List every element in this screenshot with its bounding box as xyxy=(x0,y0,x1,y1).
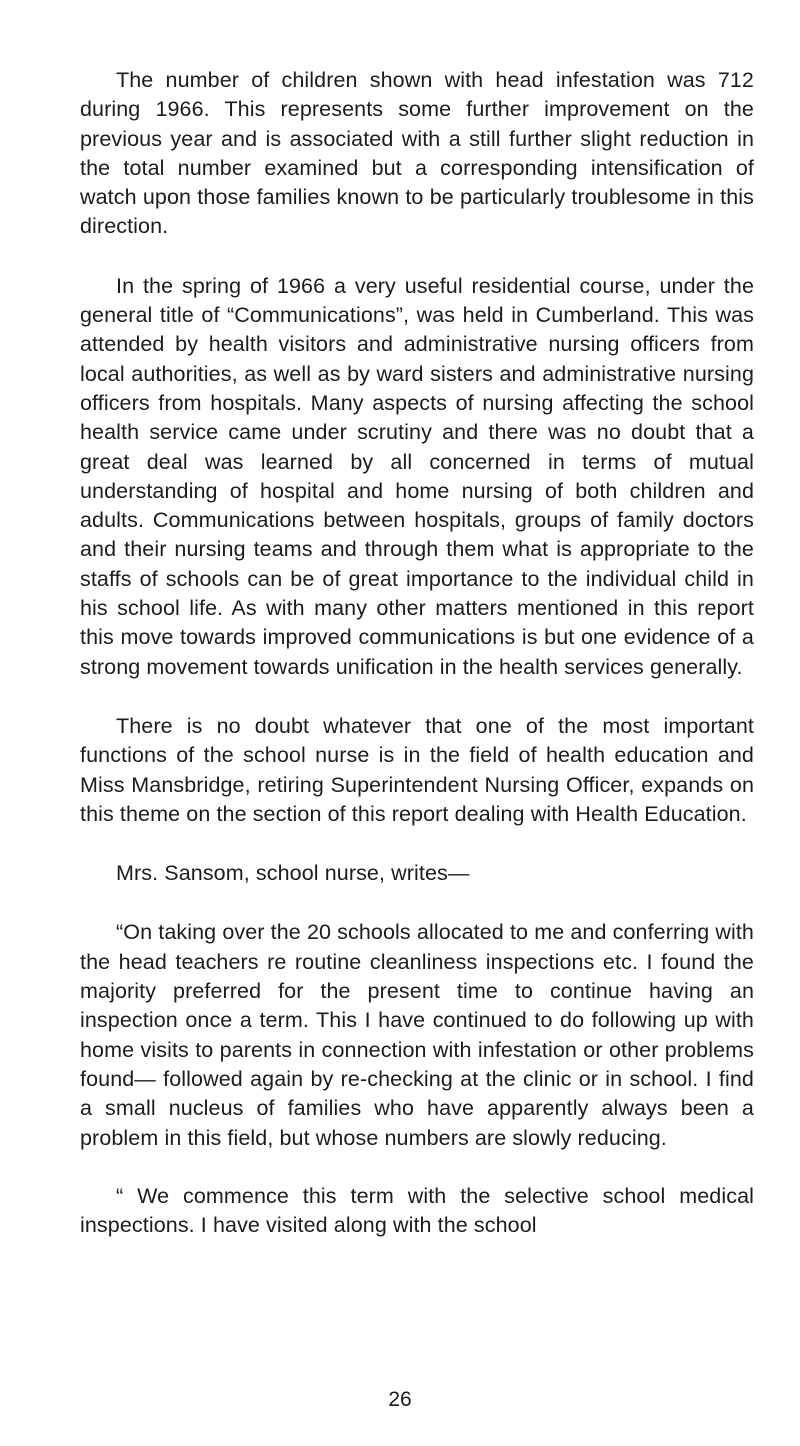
paragraph-quote-selective-inspections: “ We commence this term with the selective school medical inspections. I have visited along with the school xyxy=(80,1183,754,1238)
paragraph-communications-course: In the spring of 1966 a very useful residential course, under the general title of “Communications”, was held in Cumberland. This was attended by health visitors and administrative nursing officers from local authorities, as well as by ward sisters and administrative nursing officers from hospitals. Many aspects of nursing affecting the school health service came under scrutiny and there was no doubt that a great deal was learned by all concerned in terms of mutual understanding of hospital and home nursing of both children and adults. Communications between hospitals, groups of family doctors and their nursing teams and through them what is appropriate to the staffs of schools can be of great importance to the individual child in his school life. As with many other matters mentioned in this report this move towards improved communications is but one evidence of a strong movement towards unification in the health services generally. xyxy=(80,273,754,679)
document-page xyxy=(80,66,754,1240)
paragraph-head-infestation: The number of children shown with head infestation was 712 during 1966. This represents some further improvement on the previous year and is associated with a still further slight reduction in the total number examined but a corresponding intensification of watch upon those families known to be particularly troublesome in this direction. xyxy=(80,68,754,239)
paragraph-health-education: There is no doubt whatever that one of the most important functions of the school nurse is in the field of health education and Miss Mansbridge, retiring Superintendent Nursing Officer, expands on this theme on the section of this report dealing with Health Education. xyxy=(80,713,754,826)
page-number: 26 xyxy=(388,1388,412,1411)
paragraph-mrs-sansom-intro: Mrs. Sansom, school nurse, writes— xyxy=(116,861,470,886)
paragraph-quote-inspections: “On taking over the 20 schools allocated to me and conferring with the head teachers re routine cleanliness inspections etc. I found the majority preferred for the present time to continue having an inspection once a term. This I have continued to do following up with home visits to parents in connection with infestation or other problems found— followed again by re-checking at the clinic or in school. I find a small nucleus of families who have apparently always been a problem in this field, but whose numbers are slowly reducing. xyxy=(80,920,754,1150)
